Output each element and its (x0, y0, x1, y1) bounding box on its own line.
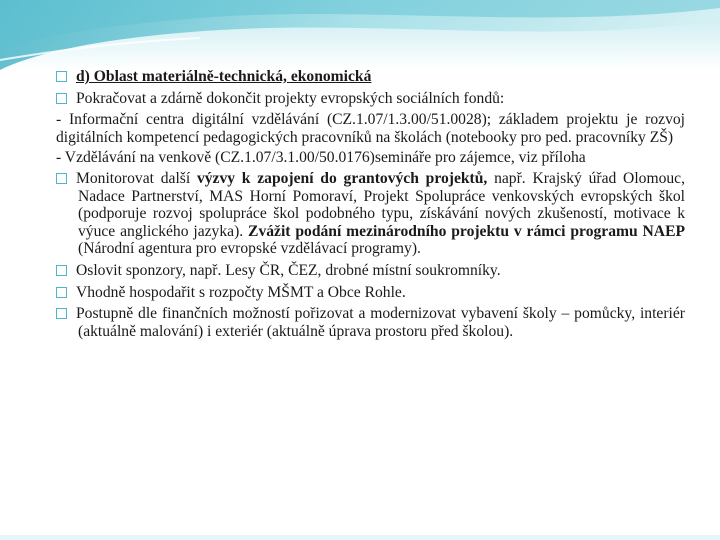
list-item-sponsors (56, 262, 685, 280)
list-item (56, 90, 685, 108)
list-item-monitor (56, 170, 685, 258)
dash-item-digital: - Informační centra digitální vzdělávání (CZ.1.07/1.3.00/51.0028); základem projektu je rozvoj digitálních kompetencí pedagogických pracovníků na školách (notebooky pro ped. pracovníky ZŠ) (56, 111, 685, 146)
heading-item (56, 68, 685, 86)
text: Monitorovat další (76, 169, 197, 187)
slide-body (56, 68, 685, 344)
list-item-equipment (56, 305, 685, 340)
section-heading: d) Oblast materiálně-technická, ekonomická (76, 68, 372, 85)
bullet-box-icon (56, 173, 67, 184)
item-text: Pokračovat a zdárně dokončit projekty evropských sociálních fondů: (76, 89, 505, 107)
item-text: Oslovit sponzory, např. Lesy ČR, ČEZ, drobné místní soukromníky. (76, 261, 501, 279)
bullet-box-icon (56, 308, 67, 319)
bullet-box-icon (56, 265, 67, 276)
list-item-budget (56, 284, 685, 302)
bold-text: Zvážit podání mezinárodního projektu v rámci programu NAEP (248, 222, 685, 240)
dash-item-venkov: - Vzdělávání na venkově (CZ.1.07/3.1.00/50.0176)semináře pro zájemce, viz příloha (56, 149, 586, 167)
item-text: Postupně dle finančních možností pořizovat a modernizovat vybavení školy – pomůcky, interiér (aktuálně malování) i exteriér (aktuálně úprava prostoru před školou). (76, 305, 685, 340)
bold-text: výzvy k zapojení do grantových projektů, (196, 169, 488, 187)
bullet-box-icon (56, 287, 67, 298)
text: např. Krajský úřad Olomouc, Nadace Partnerství, MAS Horní Pomoraví, Projekt Spolupráce venkovských evropských škol (podporuje rozvoj spolupráce škol podobného typu, získávání nových zkušeností, motivace k výuce anglického jazyka). (78, 169, 685, 240)
item-text: Vhodně hospodařit s rozpočty MŠMT a Obce Rohle. (76, 283, 406, 301)
bullet-box-icon (56, 71, 67, 82)
bullet-box-icon (56, 93, 67, 104)
text: (Národní agentura pro evropské vzdělávací programy). (78, 240, 421, 258)
